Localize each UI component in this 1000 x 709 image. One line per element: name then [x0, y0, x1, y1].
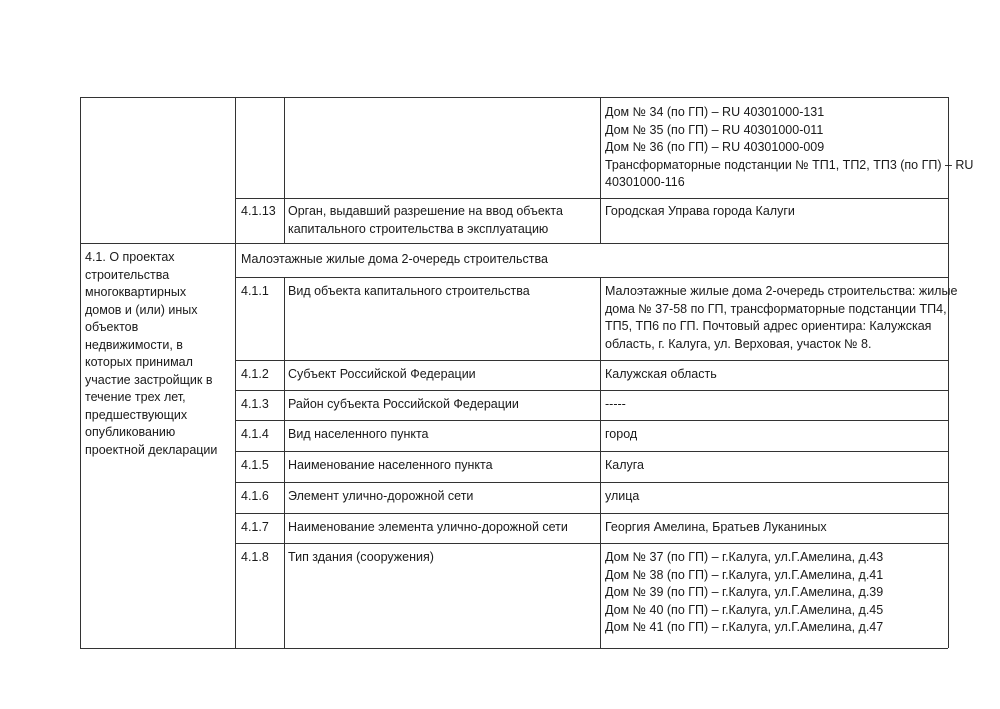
value-line: Трансформаторные подстанции № ТП1, ТП2, ТП3 (по ГП) – RU	[605, 157, 974, 172]
value-line: -----	[605, 397, 626, 411]
row-value	[605, 396, 626, 414]
row-label: Вид объекта капитального строительства	[288, 284, 530, 298]
table-rule	[235, 451, 948, 452]
row-label: Элемент улично-дорожной сети	[288, 489, 474, 503]
value-line: улица	[605, 489, 640, 503]
table-rule	[235, 420, 948, 421]
label-line: Орган, выдавший разрешение на ввод объекта	[288, 204, 563, 218]
title-line: участие застройщик в	[85, 372, 213, 387]
value-line: 40301000-116	[605, 175, 685, 189]
value-line: Малоэтажные жилые дома 2-очередь строительства: жилые	[605, 284, 958, 298]
table-rule	[235, 277, 948, 278]
row-number: 4.1.3	[241, 397, 269, 411]
title-line: опубликованию	[85, 425, 176, 439]
value-line: Георгия Амелина, Братьев Луканиных	[605, 520, 827, 534]
table-rule	[80, 648, 235, 649]
prev-row-value	[605, 104, 973, 192]
row-number: 4.1.6	[241, 489, 269, 503]
row-number: 4.1.5	[241, 458, 269, 472]
table-rule	[80, 97, 81, 648]
value-line: Дом № 39 (по ГП) – г.Калуга, ул.Г.Амелина, д.39	[605, 585, 884, 599]
value-line: дома № 37-58 по ГП, трансформаторные подстанции ТП4,	[605, 301, 947, 316]
title-line: домов и (или) иных	[85, 302, 198, 317]
value-line: Дом № 38 (по ГП) – г.Калуга, ул.Г.Амелина, д.41	[605, 567, 884, 582]
row-label: Субъект Российской Федерации	[288, 367, 476, 381]
row-value	[605, 426, 637, 444]
row-value	[605, 457, 644, 475]
value-line: Калужская область	[605, 367, 717, 381]
table-rule	[284, 97, 285, 243]
table-rule	[235, 390, 948, 391]
row-number: 4.1.4	[241, 427, 269, 441]
row-value: Городская Управа города Калуги	[605, 204, 795, 218]
value-line: Дом № 34 (по ГП) – RU 40301000-131	[605, 105, 825, 119]
table-rule	[235, 97, 236, 648]
row-label	[288, 203, 563, 238]
row-value	[605, 366, 717, 384]
title-line: объектов	[85, 320, 139, 334]
row-label: Тип здания (сооружения)	[288, 550, 434, 564]
row-number: 4.1.8	[241, 550, 269, 564]
title-line: недвижимости, в	[85, 337, 183, 352]
table-rule	[284, 277, 285, 648]
value-line: Дом № 40 (по ГП) – г.Калуга, ул.Г.Амелина, д.45	[605, 602, 884, 617]
title-line: строительства	[85, 267, 170, 282]
row-label: Наименование населенного пункта	[288, 458, 493, 472]
value-line: область, г. Калуга, ул. Верховая, участок № 8.	[605, 336, 872, 351]
table-rule	[235, 360, 948, 361]
value-line: Калуга	[605, 458, 645, 472]
title-line: проектной декларации	[85, 442, 218, 457]
title-line: многоквартирных	[85, 285, 187, 299]
section-header: Малоэтажные жилые дома 2-очередь строительства	[241, 252, 548, 266]
table-rule	[80, 243, 948, 244]
title-line: течение трех лет,	[85, 390, 186, 404]
row-value	[605, 519, 827, 537]
table-rule	[235, 648, 948, 649]
row-number: 4.1.1	[241, 284, 269, 298]
table-rule	[235, 543, 948, 544]
row-number: 4.1.13	[241, 204, 276, 218]
value-line: ТП5, ТП6 по ГП. Почтовый адрес ориентира: Калужская	[605, 319, 932, 333]
value-line: Дом № 41 (по ГП) – г.Калуга, ул.Г.Амелина, д.47	[605, 620, 884, 634]
row-value	[605, 488, 639, 506]
title-line: которых принимал	[85, 355, 193, 369]
table-rule	[600, 277, 601, 648]
table-rule	[600, 97, 601, 243]
row-value	[605, 549, 883, 637]
value-line: город	[605, 427, 638, 441]
table-rule	[235, 482, 948, 483]
table-rule	[80, 97, 948, 98]
value-line: Дом № 37 (по ГП) – г.Калуга, ул.Г.Амелина, д.43	[605, 550, 884, 564]
row-label: Вид населенного пункта	[288, 427, 429, 441]
row-number: 4.1.2	[241, 367, 269, 381]
value-line: Дом № 35 (по ГП) – RU 40301000-011	[605, 122, 824, 137]
section-title	[85, 249, 217, 459]
table-rule	[235, 198, 948, 199]
row-number: 4.1.7	[241, 520, 269, 534]
title-line: 4.1. О проектах	[85, 250, 175, 264]
row-value	[605, 283, 957, 353]
value-line: Дом № 36 (по ГП) – RU 40301000-009	[605, 140, 825, 154]
row-label: Наименование элемента улично-дорожной сети	[288, 520, 568, 534]
table-rule	[235, 513, 948, 514]
title-line: предшествующих	[85, 407, 188, 422]
label-line: капитального строительства в эксплуатацию	[288, 221, 549, 236]
row-label: Район субъекта Российской Федерации	[288, 397, 519, 411]
